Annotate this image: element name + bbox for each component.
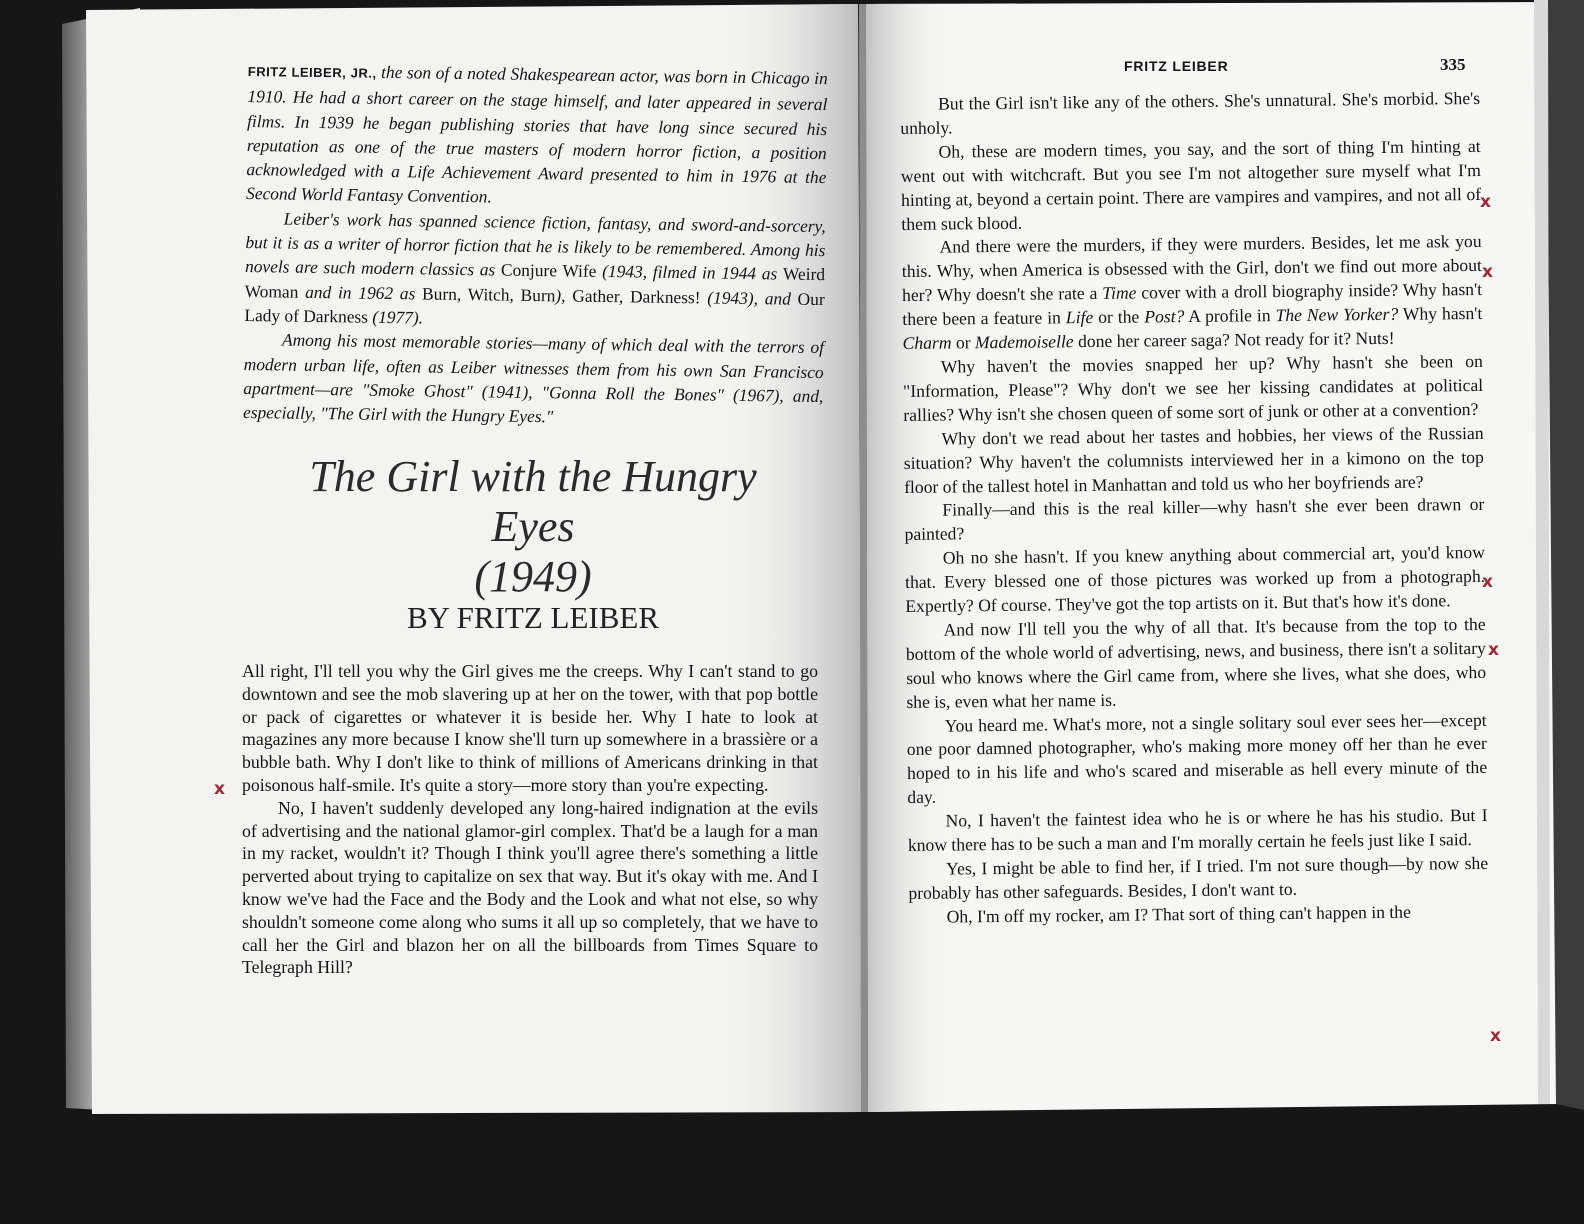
running-head: FRITZ LEIBER [1124, 58, 1229, 74]
intro-paragraph: FRITZ LEIBER, JR., the son of a noted Shakespearean actor, was born in Chicago in 1910. He had a short career on the stage himself, and later appeared in several films. In 1939 he began publishing stories that have long since secured his reputation as one of the true masters of modern horror fiction, a position acknowledged with a Life Achievement Award presented to him in 1976 at the Second World Fantasy Convention. [245, 61, 828, 207]
author-name-caps: FRITZ LEIBER, JR., [247, 63, 377, 81]
magazine-title: Charm [902, 332, 952, 354]
story-paragraph: Finally—and this is the real killer—why hasn't she ever been drawn or painted? [904, 494, 1485, 545]
story-paragraph: But the Girl isn't like any of the others. She's unnatural. She's morbid. She's unholy. [900, 87, 1481, 138]
story-paragraph: Oh, I'm off my rocker, am I? That sort of thing can't happen in the [946, 901, 1411, 927]
story-paragraph: You heard me. What's more, not a single solitary soul ever sees her—except one poor damned photographer, who's making more money off her than he ever hoped to in his life and who's scared and miserable as hell every minute of the day. [906, 709, 1488, 808]
story-body-continued [900, 87, 1489, 930]
left-page [62, 0, 860, 1112]
magazine-title: Mademoiselle [974, 331, 1074, 353]
magazine-title: Time [1102, 282, 1137, 304]
byline: BY FRITZ LEIBER [406, 600, 659, 635]
margin-mark: x [1482, 572, 1493, 592]
right-page [868, 0, 1564, 1112]
title-line: The Girl with the Hungry [309, 452, 757, 501]
story-paragraph: No, I haven't the faintest idea who he is or where he has his studio. But I know there has to be such a man and I'm morally certain he feels just like I said. [907, 805, 1488, 856]
story-paragraph: Oh, these are modern times, you say, and the sort of thing I'm hinting at went out with witchcraft. But you see I'm not altogether sure myself what I'm hinting at, beyond a certain point. There are vampires and vampires, and not all of them suck blood. [900, 135, 1482, 234]
margin-mark: x [214, 779, 225, 799]
page-number: 335 [1440, 55, 1466, 74]
margin-mark: x [1482, 262, 1493, 282]
magazine-title: Life [1065, 307, 1094, 328]
story-paragraph: Yes, I might be able to find her, if I tried. I'm not sure though—by now she probably has other safeguards. Besides, I don't want to. [908, 852, 1489, 903]
intro-paragraph: Among his most memorable stories—many of which deal with the terrors of modern urban life, often as Leiber witnesses them from his own San Francisco apartment—are "Smoke Ghost" (1941), "Gonna Roll the Bones" (1967), and, especially, "The Girl with the Hungry Eyes." [242, 329, 825, 427]
title-line: Eyes [491, 502, 575, 551]
story-title [258, 452, 808, 602]
story-paragraph: Why don't we read about her tastes and hobbies, her views of the Russian situation? Why haven't the columnists interviewed her in a kimono on the top floor of the tallest hotel in Manhattan and told us who her boyfriends are? [903, 422, 1484, 497]
margin-mark: x [1490, 1026, 1501, 1046]
story-paragraph: And there were the murders, if they were murders. Besides, let me ask you this. Why, when America is obsessed with the Girl, don't we find out more about her? Why doesn't she rate a Time cover with a droll biography inside? Why hasn't there been a feature in Life or the Post? A profile in The New Yorker? Why hasn't Charm or Mademoiselle done her career saga? Not ready for it? Nuts! [901, 231, 1483, 354]
margin-mark: x [1480, 192, 1491, 212]
magazine-title: Post? [1144, 306, 1185, 327]
intro-paragraph: Leiber's work has spanned science fiction, fantasy, and sword-and-sorcery, but it is as a writer of horror fiction that he is likely to be remembered. Among his novels are such modern classics as Conjure Wife (1943, filmed in 1944 as Weird Woman and in 1962 as Burn, Witch, Burn), Gather, Darkness! (1943), and Our Lady of Darkness (1977). [244, 208, 826, 328]
story-paragraph: And now I'll tell you the why of all that. It's because from the top to the bottom of the whole world of advertising, news, and business, there isn't a solitary soul who knows where the Girl came from, where she lives, what she does, who she is, even what her name is. [905, 613, 1487, 712]
story-paragraph: Oh no she hasn't. If you knew anything about commercial art, you'd know that. Every blessed one of those pictures was worked up from a photograph. Expertly? Of course. They've got the top artists on it. But that's how it's done. [905, 542, 1486, 617]
story-paragraph: Why haven't the movies snapped her up? Why hasn't she been on "Information, Please"? Why don't we see her kissing candidates at political rallies? Why isn't she chosen queen of some sort of junk or other at a convention? [903, 350, 1484, 425]
margin-mark: x [1488, 640, 1499, 660]
title-year: (1949) [474, 552, 592, 601]
story-paragraph: All right, I'll tell you why the Girl gives me the creeps. Why I can't stand to go downtown and see the mob slavering up at her on the tower, with that pop bottle or pack of cigarettes or whatever it is beside her. Why I hate to look at magazines any more because I know she'll turn up somewhere in a brassière or a bubble bath. Why I don't like to think of millions of Americans drinking in that poisonous half-smile. It's quite a story—more story than you're expecting. [242, 661, 818, 795]
story-paragraph: No, I haven't suddenly developed any long-haired indignation at the evils of advertising and the national glamor-girl complex. That'd be a laugh for a man in my racket, wouldn't it? Though I think you'll agree there's something a little perverted about trying to capitalize on sex that way. But it's okay with me. And I know we've had the Face and the Body and the Look and what not else, so why shouldn't someone come along who sums it all up so completely, that we have to call her the Girl and blazon her on all the billboards from Times Square to Telegraph Hill? [242, 797, 818, 978]
magazine-title: The New Yorker? [1275, 303, 1399, 326]
author-introduction [243, 58, 828, 433]
story-body [242, 660, 818, 979]
